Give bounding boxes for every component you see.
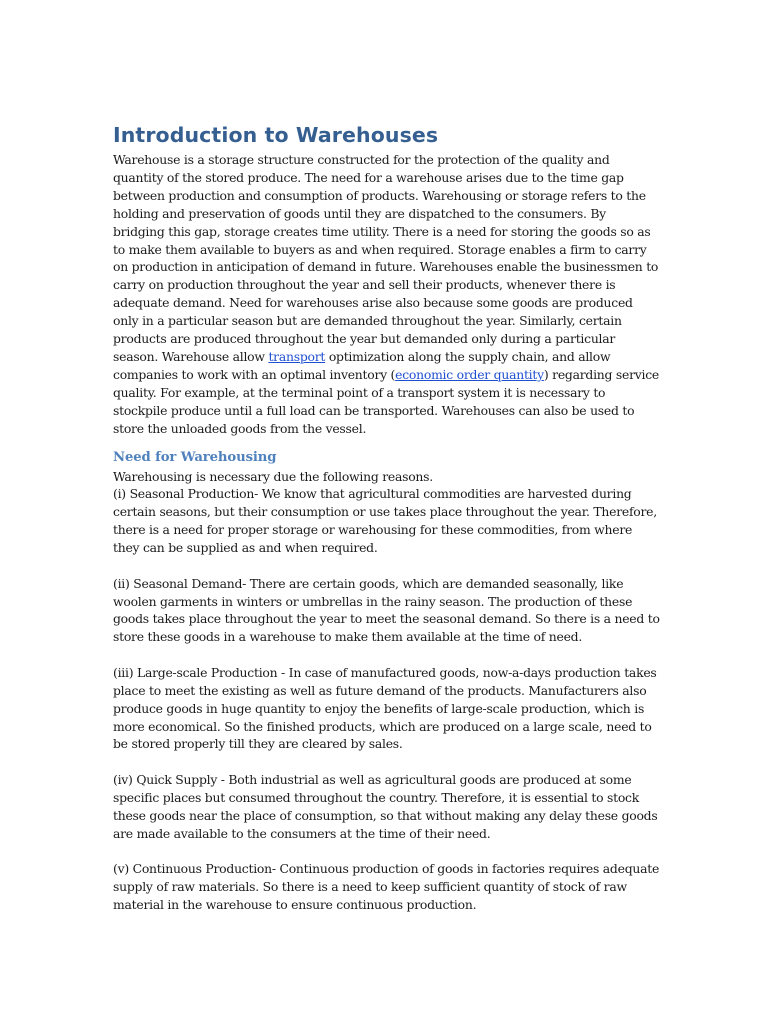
intro-text-1: Warehouse is a storage structure constructed for the protection of the quality and quantity of the stored produce. The need for a warehouse arises due to the time gap between production and consumption of products. Warehousing or storage refers to the holding and preservation of goods until they are dispatched to the consumers. By bridging this gap, storage creates time utility. There is a need for storing the goods so as to make them available to buyers as and when required. Storage enables a firm to carry on production in anticipation of demand in future. Warehouses enable the businessmen to carry on production throughout the year and sell their products, whenever there is adequate demand. Need for warehouses arise also because some goods are produced only in a particular season but are demanded throughout the year. Similarly, certain products are produced throughout the year but demanded only during a particular season. Warehouse allow <box>113 152 659 364</box>
reason-paragraph: (v) Continuous Production- Continuous production of goods in factories requires adequate supply of raw materials. So there is a need to keep sufficient quantity of stock of raw material in the warehouse to ensure continuous production. <box>113 861 660 912</box>
section-heading: Need for Warehousing <box>113 449 277 465</box>
page-title: Introduction to Warehouses <box>113 123 439 147</box>
transport-link[interactable]: transport <box>268 348 326 364</box>
reason-paragraph: (iv) Quick Supply - Both industrial as well as agricultural goods are produced at some specific places but consumed throughout the country. Therefore, it is essential to stock these goods near the place of consumption, so that without making any delay these goods are made available to the consumers at the time of their need. <box>113 771 658 841</box>
intro-text-2: optimization along the supply chain, and allow companies to work with an optimal inventory ( <box>113 348 611 382</box>
section-intro: Warehousing is necessary due the following reasons. <box>113 468 433 484</box>
economic-order-quantity-link[interactable]: economic order quantity <box>395 366 544 382</box>
intro-text-3: ) regarding service quality. For example, at the terminal point of a transport system it is necessary to stockpile produce until a full load can be transported. Warehouses can also be used to store the unloaded goods from the vessel. <box>113 366 659 436</box>
reason-paragraph: (i) Seasonal Production- We know that agricultural commodities are harvested during certain seasons, but their consumption or use takes place throughout the year. Therefore, there is a need for proper storage or warehousing for these commodities, from where they can be supplied as and when required. <box>113 486 657 556</box>
intro-paragraph <box>113 151 660 438</box>
reason-paragraph: (ii) Seasonal Demand- There are certain goods, which are demanded seasonally, like woolen garments in winters or umbrellas in the rainy season. The production of these goods takes place throughout the year to meet the seasonal demand. So there is a need to store these goods in a warehouse to make them available at the time of need. <box>113 575 660 645</box>
reason-paragraph: (iii) Large-scale Production - In case of manufactured goods, now-a-days production takes place to meet the existing as well as future demand of the products. Manufacturers also produce goods in huge quantity to enjoy the benefits of large-scale production, which is more economical. So the finished products, which are produced on a large scale, need to be stored properly till they are cleared by sales. <box>113 664 657 752</box>
